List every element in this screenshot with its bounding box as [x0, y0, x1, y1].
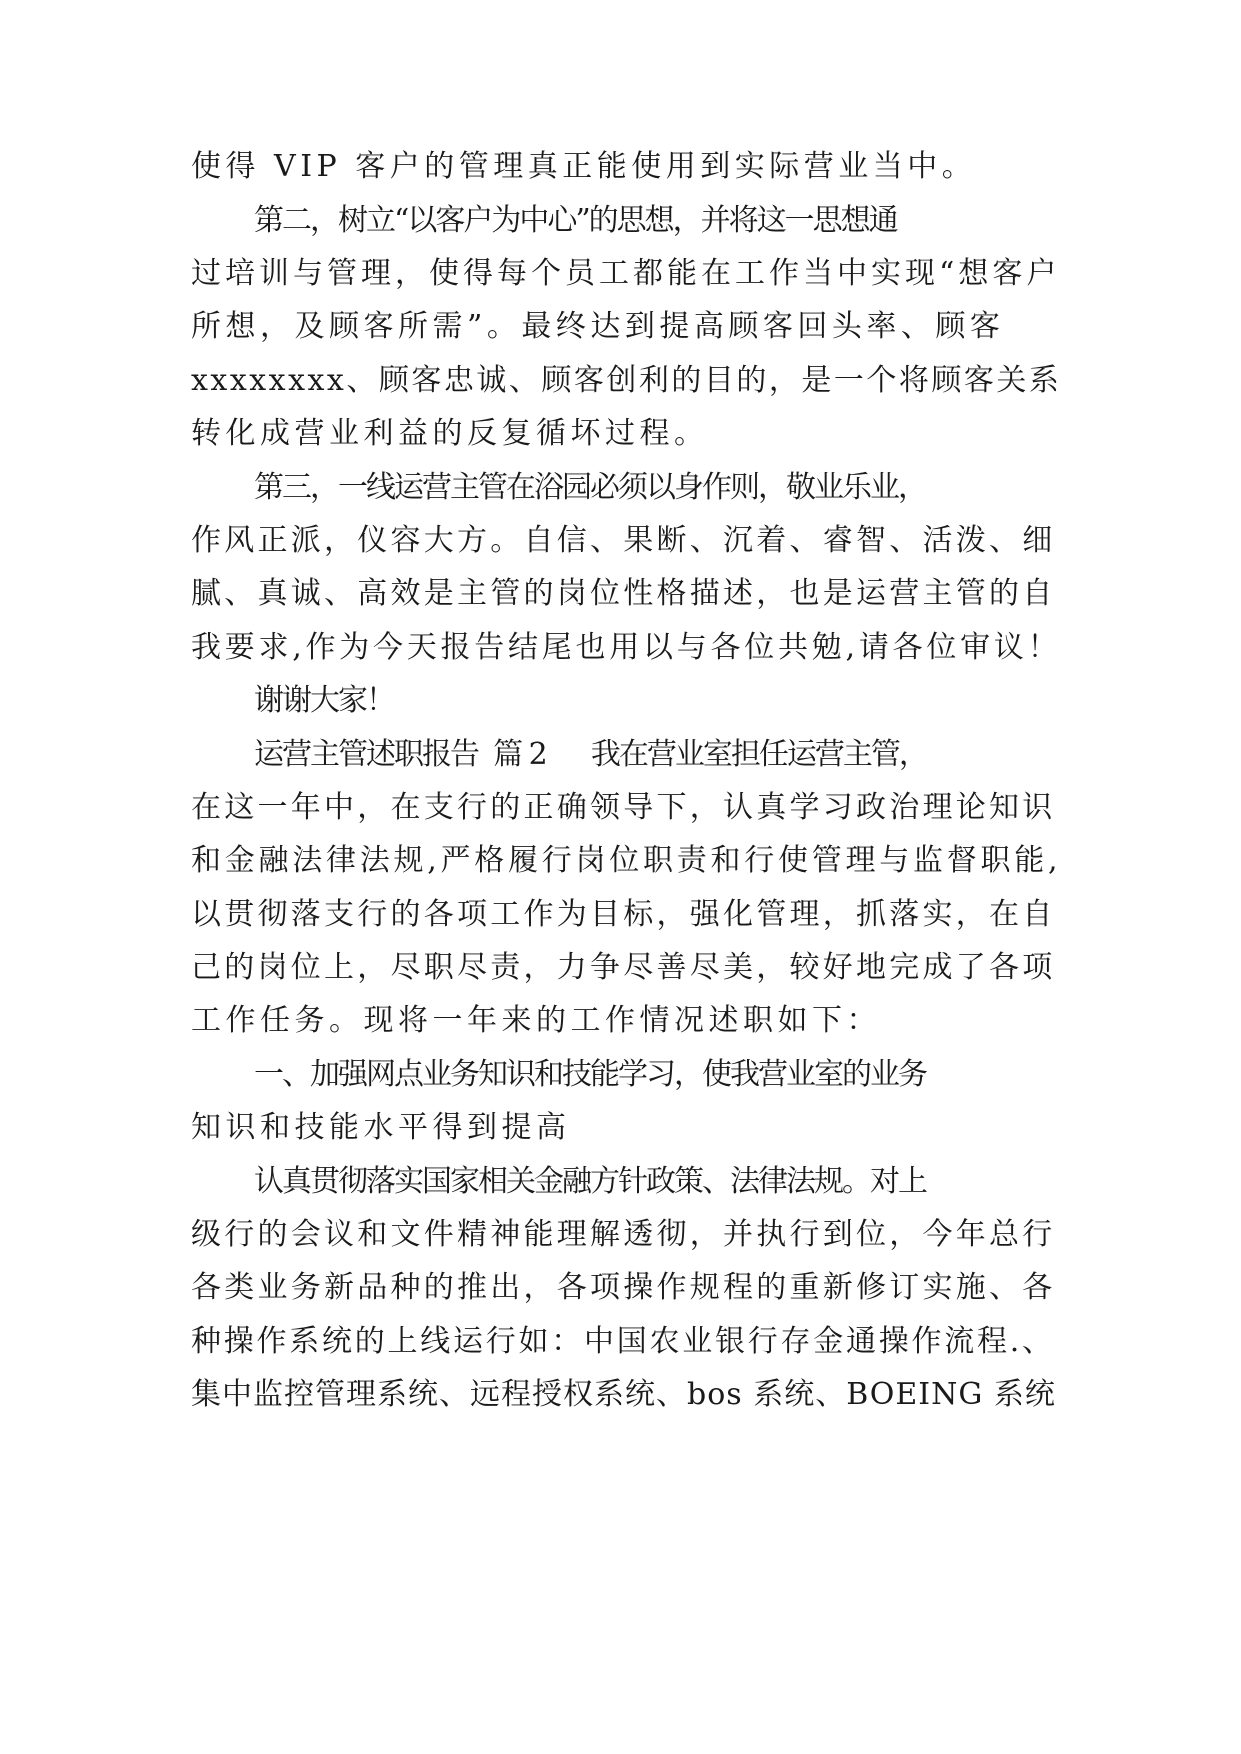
text-line: 知识和技能水平得到提高: [191, 1110, 571, 1145]
paragraph-start: 第三，一线运营主管在浴园必须以身作则，敬业乐业，: [254, 470, 926, 505]
text-line: 工作任务。现将一年来的工作情况述职如下：: [191, 1003, 881, 1038]
text-line: 作风正派，仪容大方。自信、果断、沉着、睿智、活泼、细: [191, 523, 1056, 558]
paragraph-start: 第二，树立“以客户为中心”的思想，并将这一思想通: [254, 203, 897, 238]
text-line: 我要求,作为今天报告结尾也用以与各位共勉,请各位审议！: [191, 630, 1062, 665]
text-line: 过培训与管理，使得每个员工都能在工作当中实现“想客户: [191, 256, 1061, 291]
text-line: 腻、真诚、高效是主管的岗位性格描述，也是运营主管的自: [191, 576, 1056, 611]
text-line: 级行的会议和文件精神能理解透彻，并执行到位，今年总行: [191, 1217, 1056, 1252]
paragraph-start: 认真贯彻落实国家相关金融方针政策、法律法规。对上: [254, 1164, 926, 1199]
text-line: 以贯彻落支行的各项工作为目标，强化管理，抓落实，在自: [191, 897, 1056, 932]
text-line: 各类业务新品种的推出，各项操作规程的重新修订实施、各: [191, 1270, 1056, 1305]
text-line: 转化成营业利益的反复循坏过程。: [191, 416, 709, 451]
paragraph-start: 谢谢大家！: [254, 683, 394, 718]
text-line: 己的岗位上，尽职尽责，力争尽善尽美，较好地完成了各项: [191, 950, 1056, 985]
text-line: 集中监控管理系统、远程授权系统、bos 系统、BOEING 系统: [191, 1377, 1056, 1412]
text-line: 所想，及顾客所需”。最终达到提高顾客回头率、顾客: [191, 309, 1005, 344]
section-heading: 运营主管述职报告 篇 2 我在营业室担任运营主管，: [254, 737, 927, 772]
text-line: 在这一年中，在支行的正确领导下，认真学习政治理论知识: [191, 790, 1056, 825]
text-line: 使得 VIP 客户的管理真正能使用到实际营业当中。: [191, 149, 977, 184]
paragraph-start: 一、加强网点业务知识和技能学习，使我营业室的业务: [254, 1057, 926, 1092]
text-line: 和金融法律法规,严格履行岗位职责和行使管理与监督职能,: [191, 843, 1062, 878]
text-line: xxxxxxxx、顾客忠诚、顾客创利的目的，是一个将顾客关系: [191, 363, 1062, 398]
text-line: 种操作系统的上线运行如：中国农业银行存金通操作流程.、: [191, 1324, 1055, 1359]
